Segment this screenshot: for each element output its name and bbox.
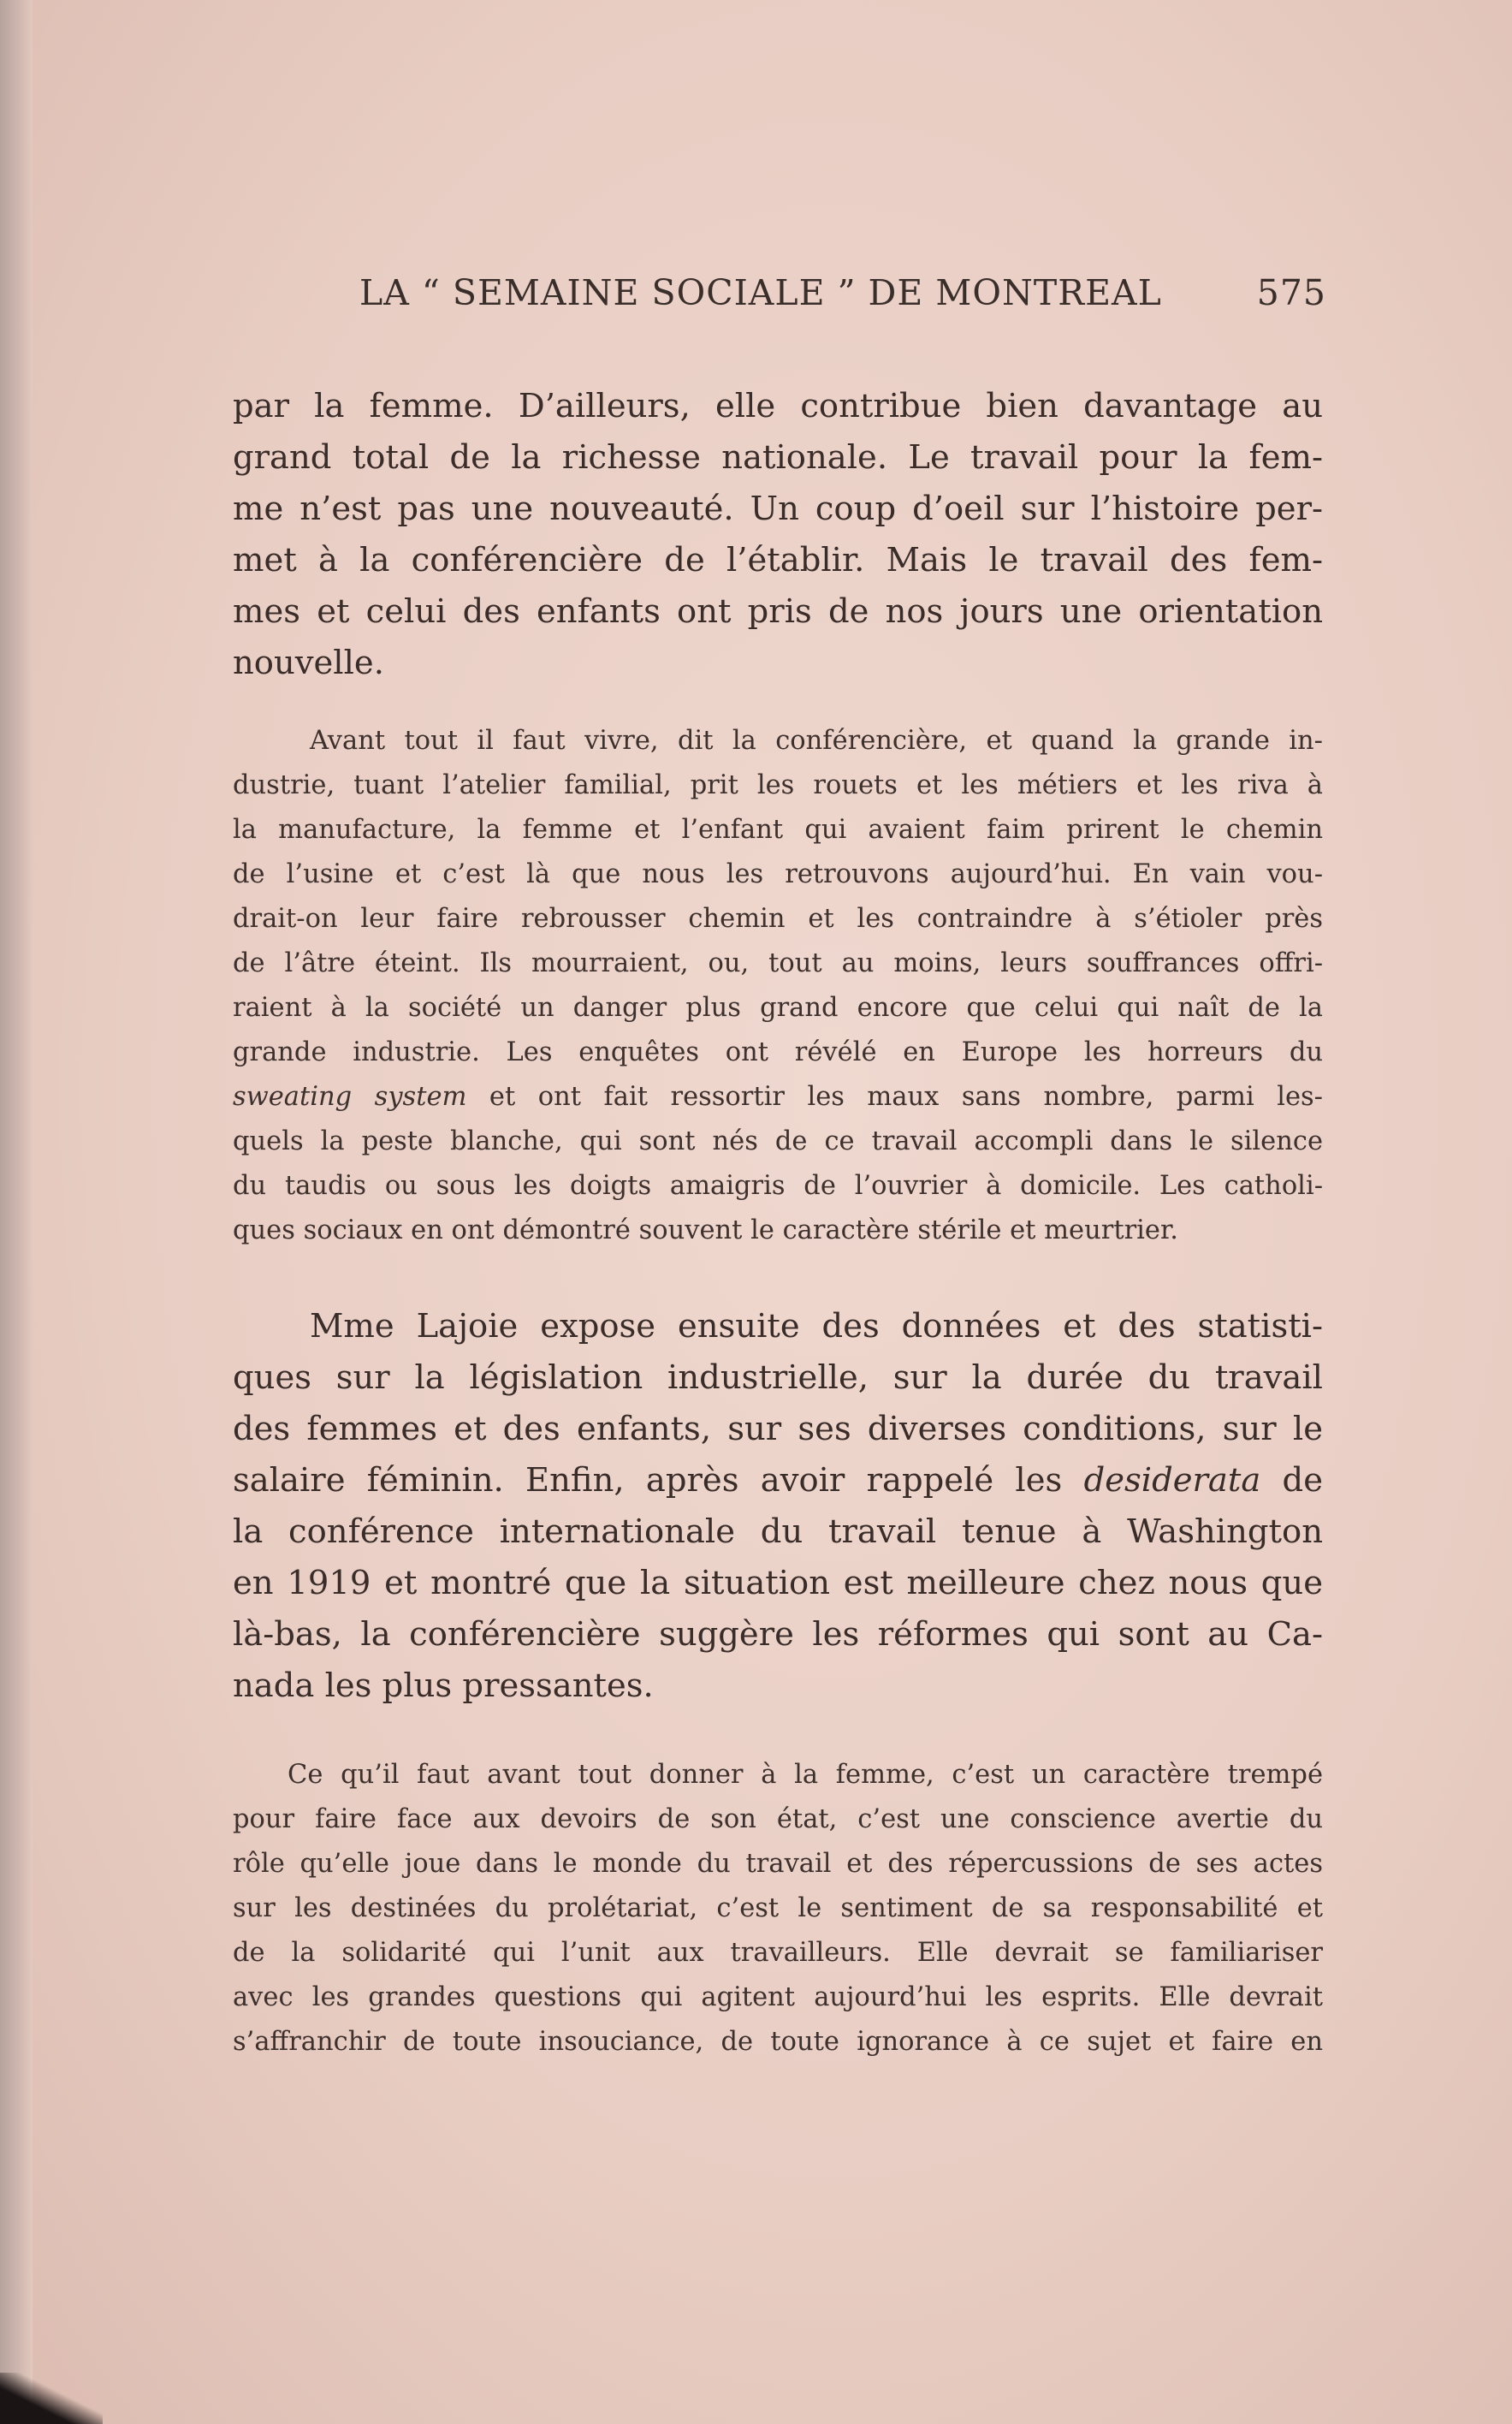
text-line: raient à la société un danger plus grand encore que celui qui naît de la	[233, 993, 1323, 1023]
text-line	[233, 1075, 1323, 1120]
text-line: me n’est pas une nouveauté. Un coup d’oeil sur l’histoire per-	[233, 490, 1323, 528]
text-line: pour faire face aux devoirs de son état, c’est une conscience avertie du	[233, 1804, 1323, 1834]
italic-term: sweating system	[233, 1082, 467, 1112]
text-line: Ce qu’il faut avant tout donner à la femme, c’est un caractère trempé	[288, 1760, 1323, 1790]
book-gutter	[0, 0, 33, 2424]
paragraph-3	[233, 1301, 1323, 1712]
page-corner-shadow	[0, 2373, 103, 2424]
running-title: LA “ SEMAINE SOCIALE ” DE MONTREAL	[359, 272, 1162, 313]
text-line: drait-on leur faire rebrousser chemin et les contraindre à s’étioler près	[233, 904, 1323, 934]
text-line: s’affranchir de toute insouciance, de toute ignorance à ce sujet et faire en	[233, 2027, 1323, 2057]
running-header	[359, 272, 1326, 324]
quoted-paragraph-4	[233, 1753, 1323, 2065]
text-line: la conférence internationale du travail tenue à Washington	[233, 1512, 1323, 1551]
text-line: la manufacture, la femme et l’enfant qui avaient faim prirent le chemin	[233, 815, 1323, 845]
text-line: par la femme. D’ailleurs, elle contribue bien davantage au	[233, 387, 1323, 425]
text-line: Avant tout il faut vivre, dit la conférencière, et quand la grande in-	[310, 726, 1323, 756]
text-line: avec les grandes questions qui agitent aujourd’hui les esprits. Elle devrait	[233, 1982, 1323, 2012]
text-line: grande industrie. Les enquêtes ont révélé en Europe les horreurs du	[233, 1037, 1323, 1067]
text-fragment: et ont fait ressortir les maux sans nombre, parmi les-	[466, 1082, 1323, 1112]
text-line: sur les destinées du prolétariat, c’est le sentiment de sa responsabilité et	[233, 1893, 1323, 1923]
text-line: en 1919 et montré que la situation est meilleure chez nous que	[233, 1564, 1323, 1602]
text-line: grand total de la richesse nationale. Le travail pour la fem-	[233, 438, 1323, 477]
text-line: mes et celui des enfants ont pris de nos jours une orientation	[233, 592, 1323, 631]
text-line: ques sociaux en ont démontré souvent le caractère stérile et meurtrier.	[233, 1215, 1178, 1245]
text-line: du taudis ou sous les doigts amaigris de l’ouvrier à domicile. Les catholi-	[233, 1171, 1323, 1201]
paragraph-1	[233, 381, 1323, 689]
text-line	[233, 1455, 1323, 1506]
text-line: de l’âtre éteint. Ils mourraient, ou, tout au moins, leurs souffrances offri-	[233, 948, 1323, 978]
quoted-paragraph-2	[233, 719, 1323, 1253]
text-line: nouvelle.	[233, 644, 384, 682]
text-fragment: de	[1260, 1461, 1323, 1500]
text-line: Mme Lajoie expose ensuite des données et des statisti-	[310, 1307, 1323, 1346]
text-line: ques sur la législation industrielle, sur la durée du travail	[233, 1358, 1323, 1397]
text-line: là-bas, la conférencière suggère les réformes qui sont au Ca-	[233, 1615, 1323, 1654]
text-line: de l’usine et c’est là que nous les retrouvons aujourd’hui. En vain vou-	[233, 859, 1323, 889]
text-line: des femmes et des enfants, sur ses diverses conditions, sur le	[233, 1410, 1323, 1448]
page-number: 575	[1256, 272, 1326, 313]
text-line: quels la peste blanche, qui sont nés de ce travail accompli dans le silence	[233, 1126, 1323, 1156]
italic-term: desiderata	[1083, 1461, 1261, 1500]
text-line: de la solidarité qui l’unit aux travailleurs. Elle devrait se familiariser	[233, 1938, 1323, 1968]
text-line: met à la conférencière de l’établir. Mais le travail des fem-	[233, 541, 1323, 579]
text-fragment: salaire féminin. Enfin, après avoir rappelé les	[233, 1461, 1084, 1500]
text-line: rôle qu’elle joue dans le monde du travail et des répercussions de ses actes	[233, 1849, 1323, 1879]
text-line: dustrie, tuant l’atelier familial, prit les rouets et les métiers et les riva à	[233, 770, 1323, 800]
text-line: nada les plus pressantes.	[233, 1666, 654, 1705]
